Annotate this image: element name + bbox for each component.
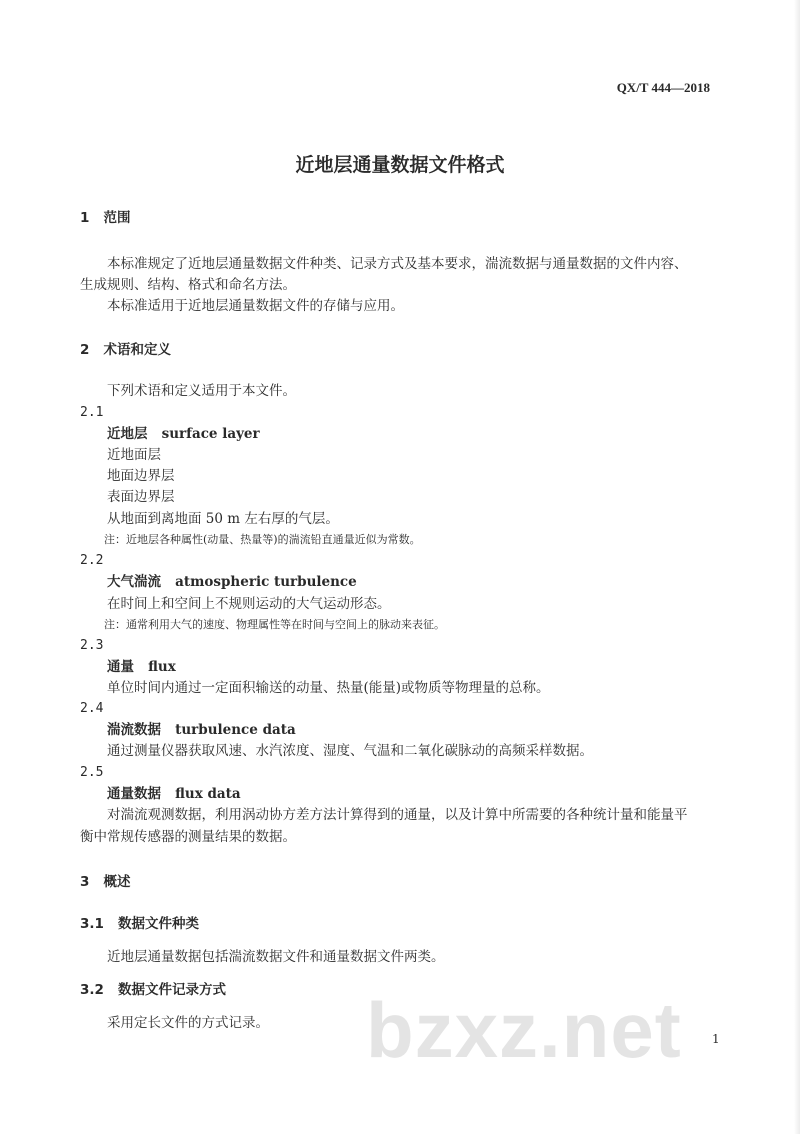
page-title: 近地层通量数据文件格式 bbox=[295, 154, 505, 176]
standard-code: QX/T 444—2018 bbox=[616, 80, 710, 95]
watermark: bzxz.net bbox=[366, 986, 682, 1074]
synonym: 近地面层 bbox=[107, 447, 161, 463]
definition: 通过测量仪器获取风速、水汽浓度、湿度、气温和二氧化碳脉动的高频采样数据。 bbox=[107, 743, 593, 759]
definition: 在时间上和空间上不规则运动的大气运动形态。 bbox=[107, 596, 391, 612]
term-heading: 通量数据 flux data bbox=[107, 786, 241, 802]
term-number: 2.4 bbox=[80, 701, 104, 716]
section-2-heading: 2 术语和定义 bbox=[80, 342, 172, 358]
section-1-heading: 1 范围 bbox=[80, 210, 131, 226]
paragraph: 本标准适用于近地层通量数据文件的存储与应用。 bbox=[107, 298, 404, 314]
note: 注：近地层各种属性(动量、热量等)的湍流铅直通量近似为常数。 bbox=[104, 533, 421, 546]
term-number: 2.5 bbox=[80, 765, 104, 780]
term-number: 2.2 bbox=[80, 553, 104, 568]
term-number: 2.1 bbox=[80, 405, 104, 420]
term-heading: 大气湍流 atmospheric turbulence bbox=[107, 574, 357, 590]
term-heading: 近地层 surface layer bbox=[107, 426, 260, 442]
synonym: 地面边界层 bbox=[107, 468, 175, 484]
section-3-1-heading: 3.1 数据文件种类 bbox=[80, 916, 200, 932]
section-3-2-heading: 3.2 数据文件记录方式 bbox=[80, 982, 227, 998]
paragraph: 近地层通量数据包括湍流数据文件和通量数据文件两类。 bbox=[107, 949, 445, 965]
paragraph: 生成规则、结构、格式和命名方法。 bbox=[80, 277, 296, 293]
term-heading: 通量 flux bbox=[107, 659, 176, 675]
paragraph: 下列术语和定义适用于本文件。 bbox=[107, 383, 296, 399]
definition: 单位时间内通过一定面积输送的动量、热量(能量)或物质等物理量的总称。 bbox=[107, 680, 550, 696]
note: 注：通常利用大气的速度、物理属性等在时间与空间上的脉动来表征。 bbox=[104, 618, 445, 631]
paragraph: 采用定长文件的方式记录。 bbox=[107, 1015, 269, 1031]
paragraph: 本标准规定了近地层通量数据文件种类、记录方式及基本要求，湍流数据与通量数据的文件内容、 bbox=[107, 256, 688, 272]
term-number: 2.3 bbox=[80, 638, 104, 653]
definition: 对湍流观测数据，利用涡动协方差方法计算得到的通量，以及计算中所需要的各种统计量和能量平 bbox=[107, 807, 688, 823]
definition: 衡中常规传感器的测量结果的数据。 bbox=[80, 829, 296, 845]
definition: 从地面到离地面 50 m 左右厚的气层。 bbox=[107, 511, 339, 527]
section-3-heading: 3 概述 bbox=[80, 874, 131, 890]
page-number: 1 bbox=[712, 1032, 720, 1046]
term-heading: 湍流数据 turbulence data bbox=[107, 722, 296, 738]
synonym: 表面边界层 bbox=[107, 489, 175, 505]
